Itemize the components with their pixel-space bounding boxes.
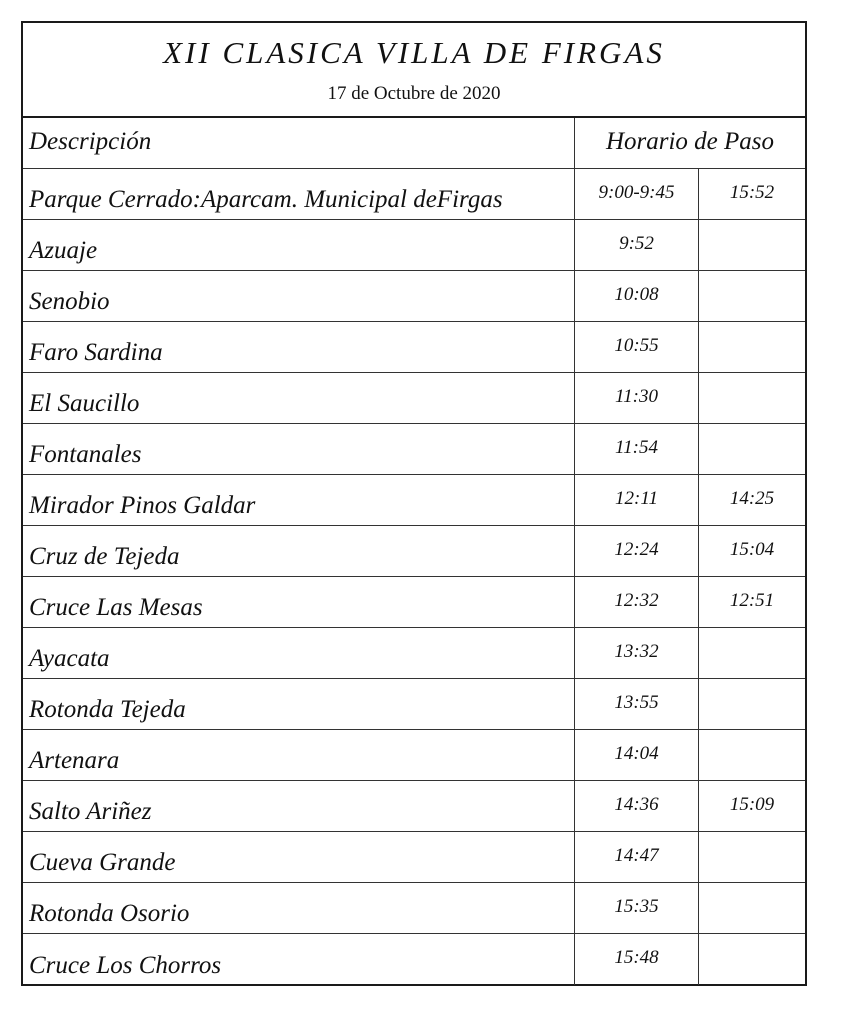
time1-cell: [575, 781, 699, 831]
table-row: [23, 271, 805, 322]
event-date: 17 de Octubre de 2020: [327, 83, 501, 104]
time1-cell: [575, 475, 699, 525]
time1-cell: [575, 322, 699, 372]
table-row: [23, 628, 805, 679]
schedule-table: [23, 118, 805, 985]
time2-cell: [699, 322, 805, 372]
table-row: [23, 475, 805, 526]
table-row: [23, 832, 805, 883]
time2-cell: [699, 934, 805, 985]
location-name: Salto Ariñez: [29, 798, 152, 825]
table-header-row: [23, 118, 805, 169]
time1-cell: [575, 934, 699, 985]
location-name: Cruce Las Mesas: [29, 594, 203, 621]
description-cell: [23, 832, 575, 882]
description-cell: [23, 271, 575, 321]
header-schedule: Horario de Paso: [605, 128, 775, 155]
table-row: [23, 781, 805, 832]
pass-time-2: 12:51: [729, 590, 775, 611]
time1-cell: [575, 832, 699, 882]
time2-cell: [699, 169, 805, 219]
location-name: Mirador Pinos Galdar: [29, 492, 256, 519]
location-name: Cruz de Tejeda: [29, 543, 180, 570]
time1-cell: [575, 424, 699, 474]
location-name: Ayacata: [29, 645, 110, 672]
header-description: Descripción: [29, 128, 152, 155]
pass-time-1: 15:48: [614, 947, 659, 968]
location-name: El Saucillo: [29, 390, 140, 417]
description-cell: [23, 679, 575, 729]
pass-time-1: 9:52: [619, 233, 654, 254]
pass-time-1: 14:04: [614, 743, 659, 764]
time2-cell: [699, 424, 805, 474]
location-name: Artenara: [29, 747, 120, 774]
time2-cell: [699, 832, 805, 882]
time1-cell: [575, 220, 699, 270]
time1-cell: [575, 271, 699, 321]
time2-cell: [699, 577, 805, 627]
location-name: Parque Cerrado:Aparcam. Municipal deFirgas: [29, 186, 503, 213]
time2-cell: [699, 475, 805, 525]
pass-time-1: 12:11: [615, 488, 658, 509]
table-row: [23, 322, 805, 373]
location-name: Cruce Los Chorros: [29, 952, 222, 979]
time2-cell: [699, 271, 805, 321]
location-name: Rotonda Osorio: [29, 900, 190, 927]
time2-cell: [699, 628, 805, 678]
pass-time-1: 10:08: [614, 284, 659, 305]
pass-time-1: 14:36: [614, 794, 659, 815]
description-cell: [23, 577, 575, 627]
pass-time-1: 14:47: [614, 845, 659, 866]
time2-cell: [699, 373, 805, 423]
time2-cell: [699, 220, 805, 270]
table-row: [23, 220, 805, 271]
description-cell: [23, 934, 575, 985]
table-row: [23, 526, 805, 577]
time2-cell: [699, 730, 805, 780]
pass-time-1: 13:55: [614, 692, 659, 713]
pass-time-1: 12:24: [614, 539, 659, 560]
pass-time-1: 12:32: [614, 590, 659, 611]
pass-time-1: 15:35: [614, 896, 659, 917]
schedule-sheet: [21, 21, 807, 986]
table-row: [23, 169, 805, 220]
location-name: Senobio: [29, 288, 110, 315]
pass-time-2: 15:09: [729, 794, 775, 815]
table-row: [23, 730, 805, 781]
description-cell: [23, 628, 575, 678]
pass-time-1: 10:55: [614, 335, 659, 356]
description-cell: [23, 730, 575, 780]
table-row: [23, 424, 805, 475]
description-cell: [23, 220, 575, 270]
time1-cell: [575, 730, 699, 780]
description-cell: [23, 475, 575, 525]
time1-cell: [575, 628, 699, 678]
pass-time-1: 13:32: [614, 641, 659, 662]
pass-time-1: 11:30: [615, 386, 658, 407]
description-cell: [23, 781, 575, 831]
description-cell: [23, 322, 575, 372]
time1-cell: [575, 373, 699, 423]
table-row: [23, 577, 805, 628]
time2-cell: [699, 883, 805, 933]
header-description-cell: [23, 118, 575, 168]
time1-cell: [575, 679, 699, 729]
description-cell: [23, 169, 575, 219]
pass-time-1: 11:54: [615, 437, 658, 458]
location-name: Rotonda Tejeda: [29, 696, 186, 723]
description-cell: [23, 373, 575, 423]
description-cell: [23, 424, 575, 474]
time1-cell: [575, 883, 699, 933]
location-name: Cueva Grande: [29, 849, 176, 876]
pass-time-2: 15:52: [729, 182, 775, 203]
location-name: Azuaje: [29, 237, 98, 264]
time1-cell: [575, 526, 699, 576]
pass-time-2: 15:04: [729, 539, 775, 560]
time2-cell: [699, 526, 805, 576]
page-title: XII CLASICA VILLA DE FIRGAS: [163, 35, 665, 70]
time1-cell: [575, 577, 699, 627]
title-box: [23, 23, 805, 118]
table-row: [23, 373, 805, 424]
description-cell: [23, 526, 575, 576]
table-row: [23, 679, 805, 730]
time1-cell: [575, 169, 699, 219]
description-cell: [23, 883, 575, 933]
location-name: Faro Sardina: [29, 339, 163, 366]
header-schedule-cell: [575, 118, 805, 168]
table-row: [23, 934, 805, 985]
time2-cell: [699, 679, 805, 729]
pass-time-1: 9:00-9:45: [598, 182, 675, 203]
location-name: Fontanales: [29, 441, 142, 468]
pass-time-2: 14:25: [729, 488, 775, 509]
table-row: [23, 883, 805, 934]
time2-cell: [699, 781, 805, 831]
